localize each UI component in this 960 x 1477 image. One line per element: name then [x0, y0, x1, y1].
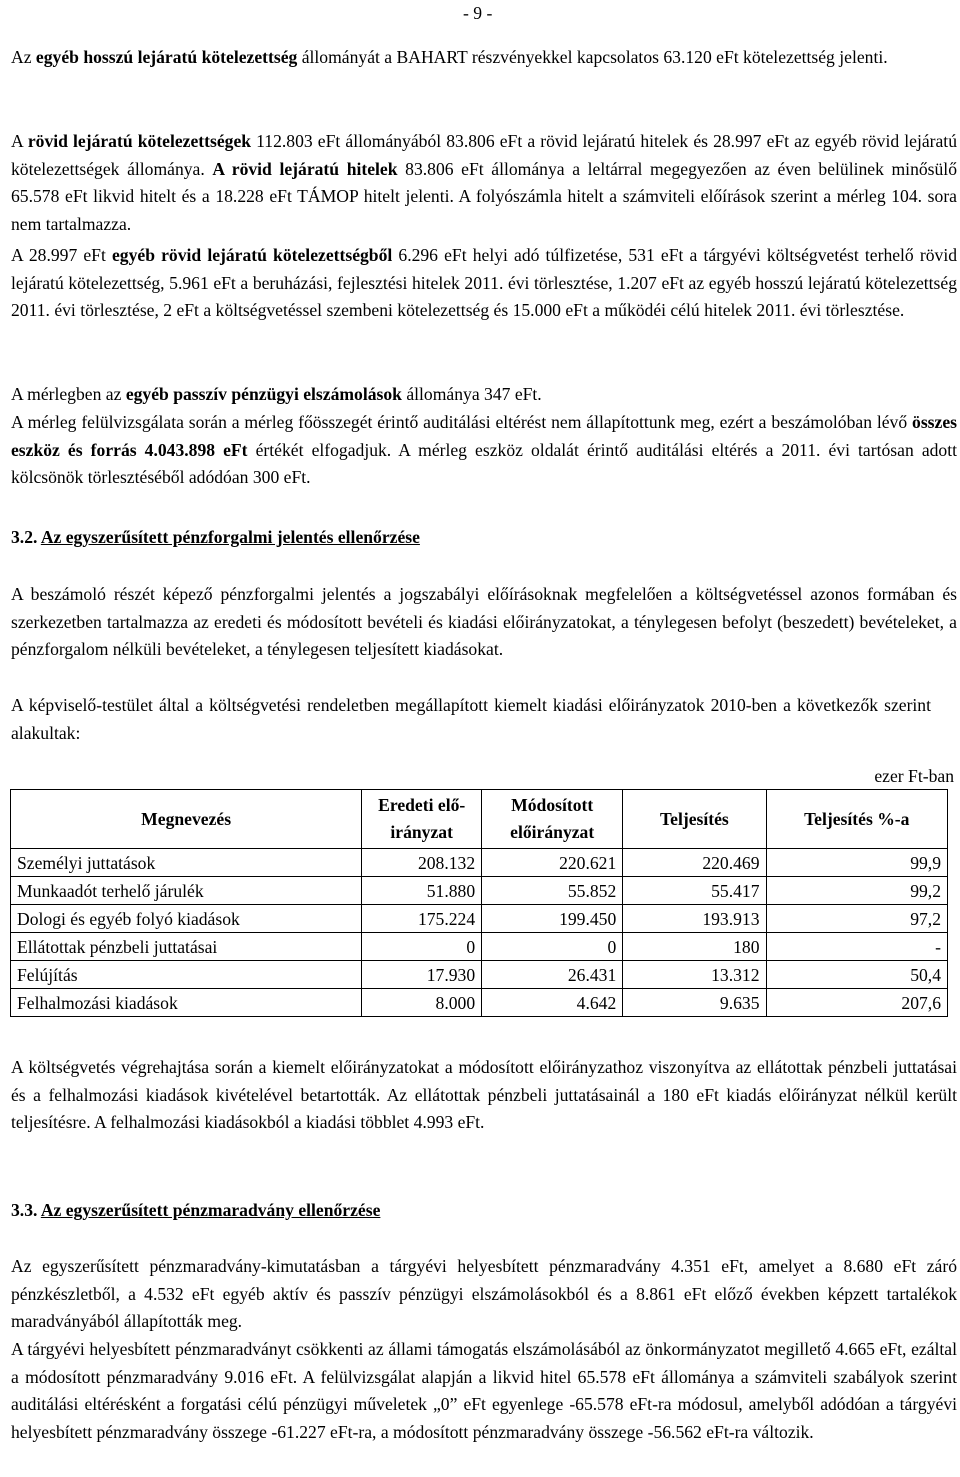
paragraph-appropriations-intro: A képviselő-testület által a költségvetési rendeletben megállapított kiemelt kiadási előirányzatok 2010-ben a következők szerint alakultak:	[11, 695, 931, 743]
paragraph-execution: A költségvetés végrehajtása során a kiemelt előirányzatokat a módosított előirányzathoz viszonyítva az ellátottak pénzbeli juttatásai és a felhalmozási kiadások kivételével betartották. Az ellátottak pénzbeli juttatásainál a 180 eFt kiadás előirányzat nélkül került teljesítésre. A felhalmozási kiadásokból a kiadási többlet 4.993 eFt.	[11, 1057, 957, 1132]
paragraph-balance-review: A mérleg felülvizsgálata során a mérleg főösszegét érintő auditálási eltérést nem állapítottunk meg, ezért a beszámolóban lévő összes eszköz és forrás 4.043.898 eFt értékét elfogadjuk. A mérleg eszköz oldalát érintő auditálási eltérés a 2011. évi tartósan adott kölcsönök törlesztéséből adódóan 300 eFt.	[11, 412, 957, 487]
section-title: Az egyszerűsített pénzforgalmi jelentés ellenőrzése	[40, 527, 420, 547]
paragraph-residual-summary: Az egyszerűsített pénzmaradvány-kimutatásban a tárgyévi helyesbített pénzmaradvány 4.351 eFt, amelyet a 8.680 eFt záró pénzkészletből, a 4.532 eFt egyéb aktív és passzív pénzügyi elszámolásokból és a 8.861 eFt előző években képzett tartalékok maradványából állapították meg.	[11, 1256, 957, 1331]
section-number: 3.2.	[11, 527, 38, 547]
table-row: Dologi és egyéb folyó kiadások 175.224 199.450 193.913 97,2	[11, 905, 948, 933]
table-row: Ellátottak pénzbeli juttatásai 0 0 180 -	[11, 933, 948, 961]
table-row: Munkaadót terhelő járulék 51.880 55.852 55.417 99,2	[11, 877, 948, 905]
paragraph-cashflow-report: A beszámoló részét képező pénzforgalmi jelentés a jogszabályi előírásoknak megfelelően a költségvetéssel azonos formában és szerkezetben tartalmazza az eredeti és módosított bevételi és kiadási előirányzatokat, a ténylegesen befolyt (beszedett) bevételeket, a pénzforgalom nélküli bevételeket, a ténylegesen teljesített kiadásokat.	[11, 584, 957, 659]
paragraph-long-term-liabilities: Az egyéb hosszú lejáratú kötelezettség állományát a BAHART részvényekkel kapcsolatos 63.120 eFt kötelezettség jelenti.	[11, 47, 888, 67]
table-header-row	[11, 790, 948, 849]
table-unit: ezer Ft-ban	[874, 766, 954, 786]
section-heading-3-2	[11, 524, 957, 552]
table-row: Felhalmozási kiadások 8.000 4.642 9.635 207,6	[11, 989, 948, 1017]
header-performance: Teljesítés	[623, 790, 766, 849]
paragraph-short-term-liabilities: A rövid lejáratú kötelezettségek 112.803 eFt állományából 83.806 eFt a rövid lejáratú hitelek és 28.997 eFt az egyéb rövid lejáratú kötelezettségek állománya. A rövid lejáratú hitelek 83.806 eFt állománya a leltárral megegyezően az éven belülinek minősülő 65.578 eFt likvid hitelt és a 18.228 eFt TÁMOP hitelt jelenti. A folyószámla hitelt a számviteli előírások szerint a mérleg 104. sora nem tartalmazza.	[11, 131, 957, 234]
paragraph-residual-adjustment: A tárgyévi helyesbített pénzmaradványt csökkenti az állami támogatás elszámolásából az önkormányzatot megillető 4.665 eFt, ezáltal a módosított pénzmaradvány 9.016 eFt. A felülvizsgálat alapján a likvid hitel 65.578 eFt állománya a számviteli szabályok szerint auditálási eltérésként a forgatási célú pénzügyi műveletek „0” eFt egyenlege -65.578 eFt-ra módosul, amelyből adódóan a tárgyévi helyesbített pénzmaradvány összege -61.227 eFt-ra, a módosított pénzmaradvány összege -56.562 eFt-ra változik.	[11, 1339, 957, 1442]
header-modified: Módosított előirányzat	[482, 790, 623, 849]
section-title: Az egyszerűsített pénzmaradvány ellenőrzése	[40, 1200, 381, 1220]
expenditure-table	[10, 789, 948, 1017]
header-original: Eredeti elő-irányzat	[362, 790, 482, 849]
section-heading-3-3	[11, 1197, 957, 1225]
header-name: Megnevezés	[11, 790, 362, 849]
page-number: - 9 -	[463, 3, 493, 23]
table-row: Személyi juttatások 208.132 220.621 220.469 99,9	[11, 849, 948, 877]
section-number: 3.3.	[11, 1200, 38, 1220]
paragraph-passive-settlements: A mérlegben az egyéb passzív pénzügyi elszámolások állománya 347 eFt.	[11, 384, 542, 404]
header-performance-pct: Teljesítés %-a	[766, 790, 947, 849]
table-row: Felújítás 17.930 26.431 13.312 50,4	[11, 961, 948, 989]
paragraph-other-short-term: A 28.997 eFt egyéb rövid lejáratú kötelezettségből 6.296 eFt helyi adó túlfizetése, 531 eFt a tárgyévi költségvetést terhelő rövid lejáratú kötelezettség, 5.961 eFt a beruházási, fejlesztési hitelek 2011. évi törlesztése, 1.207 eFt az egyéb hosszú lejáratú kötelezettség 2011. évi törlesztése, 2 eFt a költségvetéssel szembeni kötelezettség és 15.000 eFt a működéi célú hitelek 2011. évi törlesztése.	[11, 245, 957, 320]
